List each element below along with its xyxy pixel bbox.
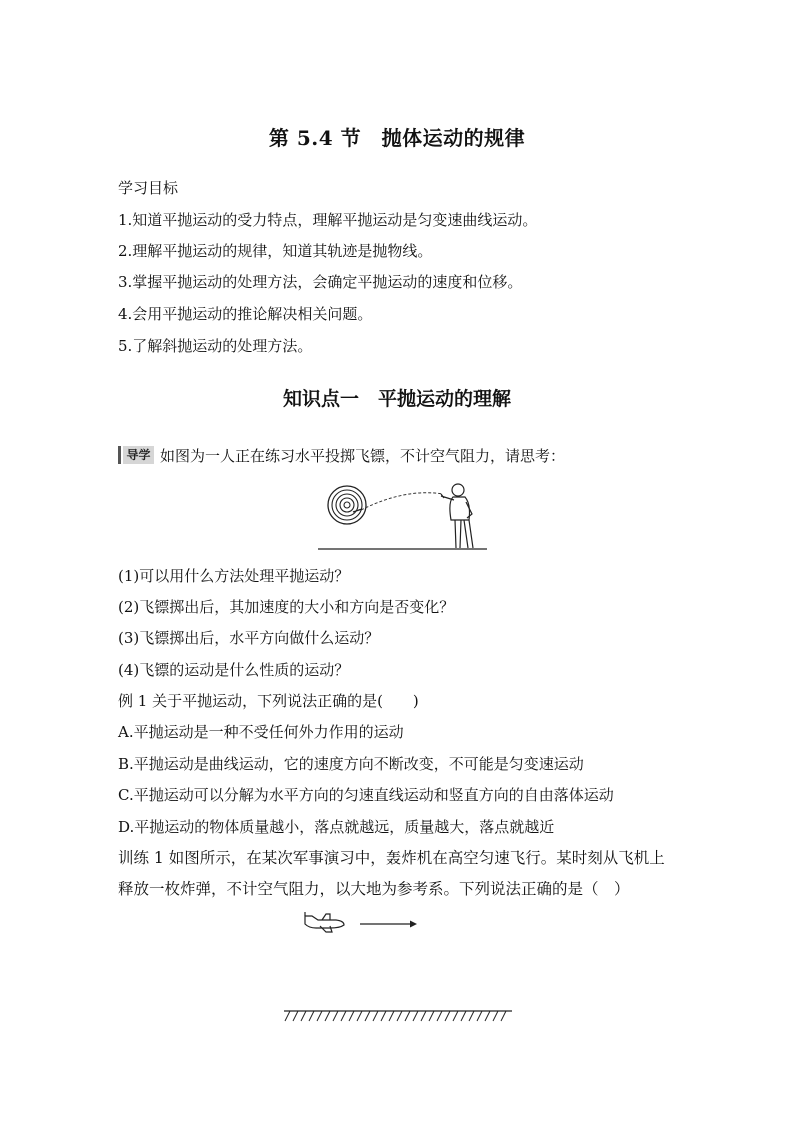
- question-item: (2)飞镖掷出后，其加速度的大小和方向是否变化？: [118, 598, 455, 616]
- goal-item: 5.了解斜抛运动的处理方法。: [118, 337, 313, 355]
- page-title: 第 5.4 节 抛体运动的规律: [268, 126, 526, 150]
- dart-trajectory: [361, 493, 443, 510]
- goals-heading: 学习目标: [118, 179, 179, 197]
- goal-item: 1.知道平抛运动的受力特点，理解平抛运动是匀变速曲线运动。: [118, 211, 538, 229]
- example-option-b: B.平抛运动是曲线运动，它的速度方向不断改变，不可能是匀变速运动: [118, 755, 584, 773]
- example-option-a: A.平抛运动是一种不受任何外力作用的运动: [118, 723, 404, 741]
- goal-item: 4.会用平抛运动的推论解决相关问题。: [118, 305, 373, 323]
- example-stem: 例 1 关于平抛运动，下列说法正确的是( ): [118, 692, 419, 710]
- dartboard-icon: [328, 486, 366, 524]
- goal-item: 2.理解平抛运动的规律，知道其轨迹是抛物线。: [118, 242, 433, 260]
- guide-badge-label: 导学: [123, 446, 154, 464]
- question-item: (4)飞镖的运动是什么性质的运动？: [118, 661, 350, 679]
- guide-text: 如图为一人正在练习水平投掷飞镖，不计空气阻力，请思考：: [160, 447, 566, 465]
- dart-throwing-figure: [315, 478, 490, 556]
- bomber-figure: [300, 908, 420, 938]
- section-title: 知识点一 平抛运动的理解: [282, 388, 511, 410]
- question-item: (3)飞镖掷出后，水平方向做什么运动？: [118, 629, 380, 647]
- airplane-icon: [305, 912, 344, 932]
- guide-badge: [118, 446, 154, 464]
- goal-item: 3.掌握平抛运动的处理方法，会确定平抛运动的速度和位移。: [118, 273, 523, 291]
- training-line-2: 释放一枚炸弹，不计空气阻力，以大地为参考系。下列说法正确的是（ ）: [118, 880, 630, 898]
- ground-hatching: [282, 1008, 514, 1024]
- question-item: (1)可以用什么方法处理平抛运动？: [118, 567, 350, 585]
- example-option-c: C.平抛运动可以分解为水平方向的匀速直线运动和竖直方向的自由落体运动: [118, 786, 614, 804]
- example-option-d: D.平抛运动的物体质量越小，落点就越远，质量越大，落点就越近: [118, 818, 555, 836]
- training-line-1: 训练 1 如图所示，在某次军事演习中，轰炸机在高空匀速飞行。某时刻从飞机上: [118, 849, 665, 867]
- arrow-right-icon: [360, 921, 417, 928]
- thrower-icon: [441, 484, 473, 548]
